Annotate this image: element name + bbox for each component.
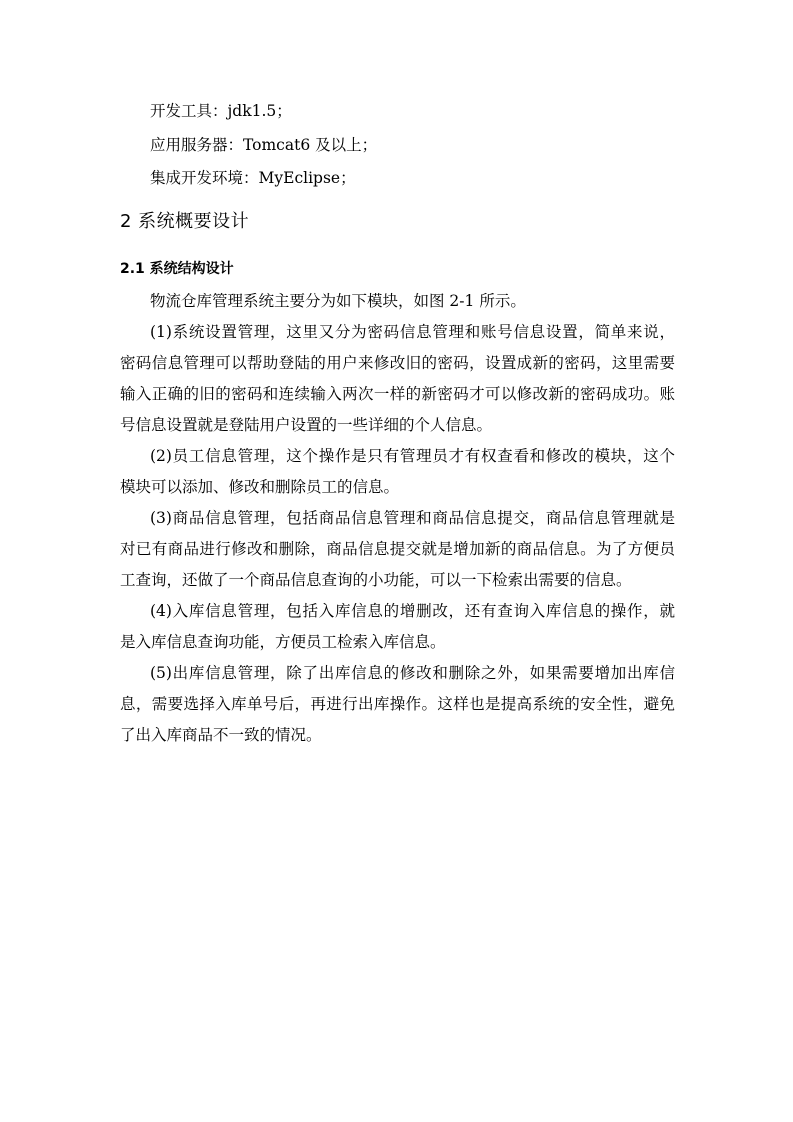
paragraph-4-line: 是入库信息查询功能，方便员工检索入库信息。 [120, 633, 446, 651]
app-server-line: 应用服务器：Tomcat6 及以上； [150, 136, 378, 154]
paragraph-3-line: 工查询，还做了一个商品信息查询的小功能，可以一下检索出需要的信息。 [120, 571, 632, 589]
paragraph-1-line: 号信息设置就是登陆用户设置的一些详细的个人信息。 [120, 416, 493, 434]
paragraph-5-line: (5)出库信息管理，除了出库信息的修改和删除之外，如果需要增加出库信 [150, 664, 675, 682]
subsection-heading: 2.1 系统结构设计 [120, 261, 234, 277]
paragraph-1-line: 密码信息管理可以帮助登陆的用户来修改旧的密码，设置成新的密码，这里需要 [120, 354, 675, 372]
paragraph-3-line: 对已有商品进行修改和删除，商品信息提交就是增加新的商品信息。为了方便员 [120, 540, 675, 558]
ide-line: 集成开发环境：MyEclipse； [150, 169, 356, 187]
paragraph-5-line: 了出入库商品不一致的情况。 [120, 726, 322, 744]
paragraph-2-line: (2)员工信息管理，这个操作是只有管理员才有权查看和修改的模块，这个 [150, 447, 675, 465]
section-heading: 2 系统概要设计 [120, 211, 250, 232]
paragraph-3-line: (3)商品信息管理，包括商品信息管理和商品信息提交，商品信息管理就是 [150, 509, 675, 527]
paragraph-4-line: (4)入库信息管理，包括入库信息的增删改，还有查询入库信息的操作，就 [150, 602, 675, 620]
intro-paragraph: 物流仓库管理系统主要分为如下模块，如图 2-1 所示。 [150, 292, 526, 310]
paragraph-1-line: 输入正确的旧的密码和连续输入两次一样的新密码才可以修改新的密码成功。账 [120, 385, 675, 403]
dev-tool-line: 开发工具：jdk1.5； [150, 102, 292, 120]
paragraph-1-line: (1)系统设置管理，这里又分为密码信息管理和账号信息设置，简单来说， [150, 323, 675, 341]
paragraph-2-line: 模块可以添加、修改和删除员工的信息。 [120, 478, 400, 496]
paragraph-5-line: 息，需要选择入库单号后，再进行出库操作。这样也是提高系统的安全性，避免 [120, 695, 675, 713]
